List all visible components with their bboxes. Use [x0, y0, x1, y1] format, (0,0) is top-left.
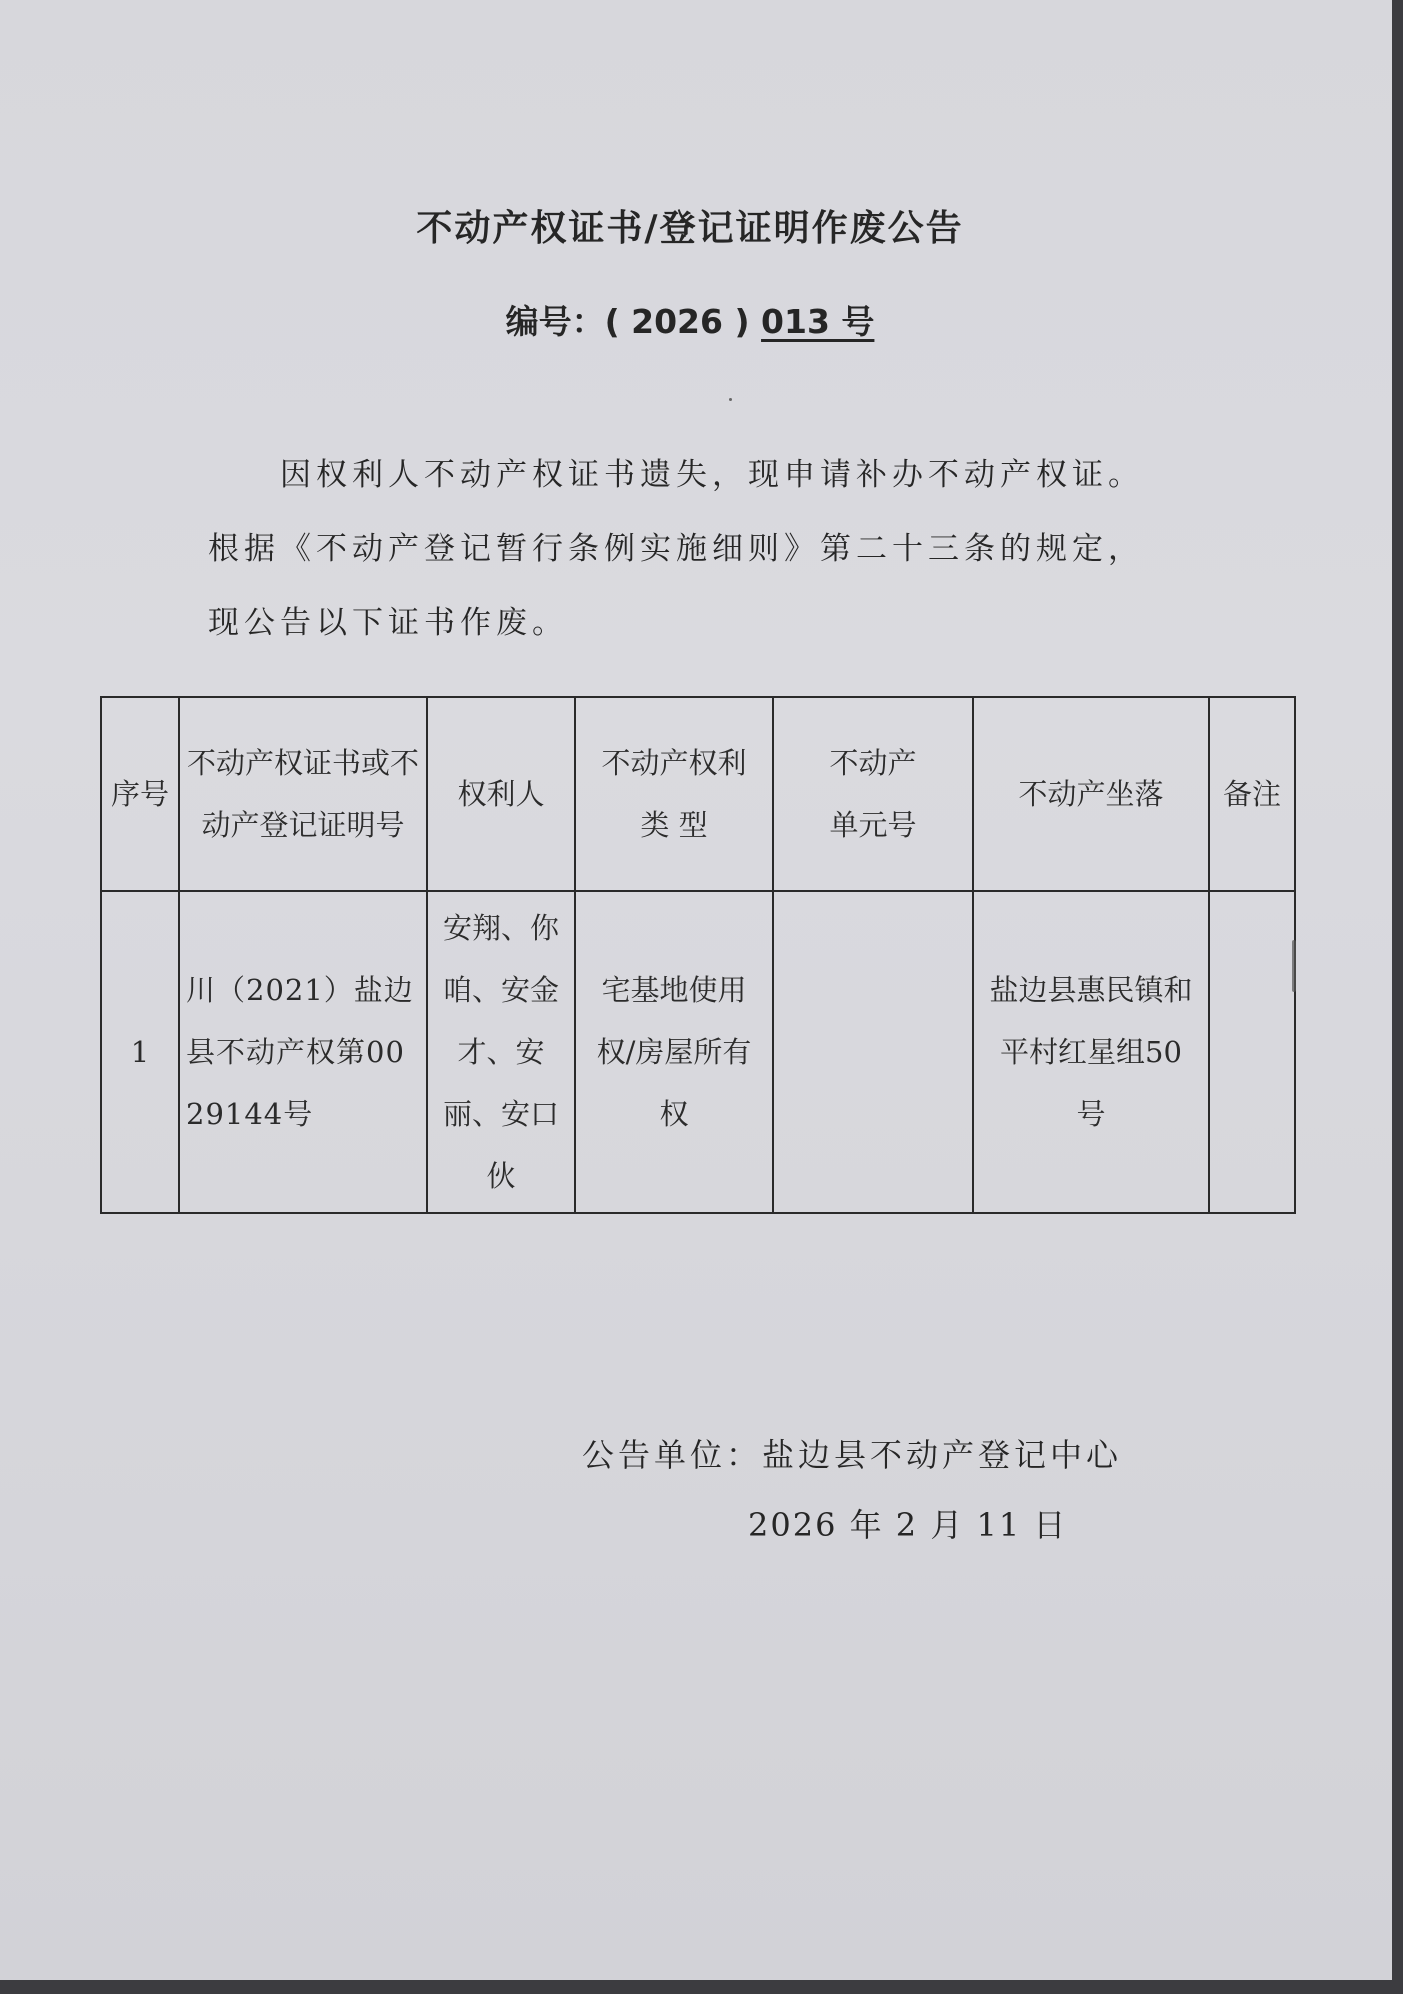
cell-location: 盐边县惠民镇和平村红星组50号	[973, 891, 1209, 1213]
header-certificate-no: 不动产权证书或不动产登记证明号	[179, 697, 427, 891]
cell-unit-no	[773, 891, 973, 1213]
header-remarks: 备注	[1209, 697, 1295, 891]
notice-paragraph-3: 现公告以下证书作废。	[208, 605, 568, 641]
cell-index: 1	[101, 891, 179, 1213]
header-right-holder: 权利人	[427, 697, 575, 891]
cell-remarks	[1209, 891, 1295, 1213]
notice-unit: 公告单位：盐边县不动产登记中心	[582, 1436, 1123, 1474]
ink-mark	[1292, 940, 1296, 992]
cell-certificate-no: 川（2021）盐边县不动产权第0029144号	[179, 891, 427, 1213]
notice-paragraph-1: 因权利人不动产权证书遗失，现申请补办不动产权证。	[280, 457, 1144, 493]
void-certificate-table	[100, 696, 1296, 1214]
stray-dot	[729, 398, 732, 401]
document-number-value: 013 号	[761, 302, 875, 341]
header-location: 不动产坐落	[973, 697, 1209, 891]
document-number	[0, 296, 1380, 343]
header-right-type: 不动产权利类 型	[575, 697, 773, 891]
notice-body	[208, 438, 1208, 660]
table-header-row	[101, 697, 1295, 891]
document-title: 不动产权证书/登记证明作废公告	[416, 208, 964, 249]
header-index: 序号	[101, 697, 179, 891]
header-unit-no: 不动产单元号	[773, 697, 973, 891]
cell-right-holder: 安翔、你咱、安金才、安丽、安口伙	[427, 891, 575, 1213]
document-number-prefix: 编号：( 2026 )	[505, 302, 762, 341]
notice-paragraph-2: 根据《不动产登记暂行条例实施细则》第二十三条的规定，	[208, 531, 1144, 567]
table-row	[101, 891, 1295, 1213]
notice-date: 2026 年 2 月 11 日	[748, 1506, 1068, 1544]
cell-right-type: 宅基地使用权/房屋所有权	[575, 891, 773, 1213]
